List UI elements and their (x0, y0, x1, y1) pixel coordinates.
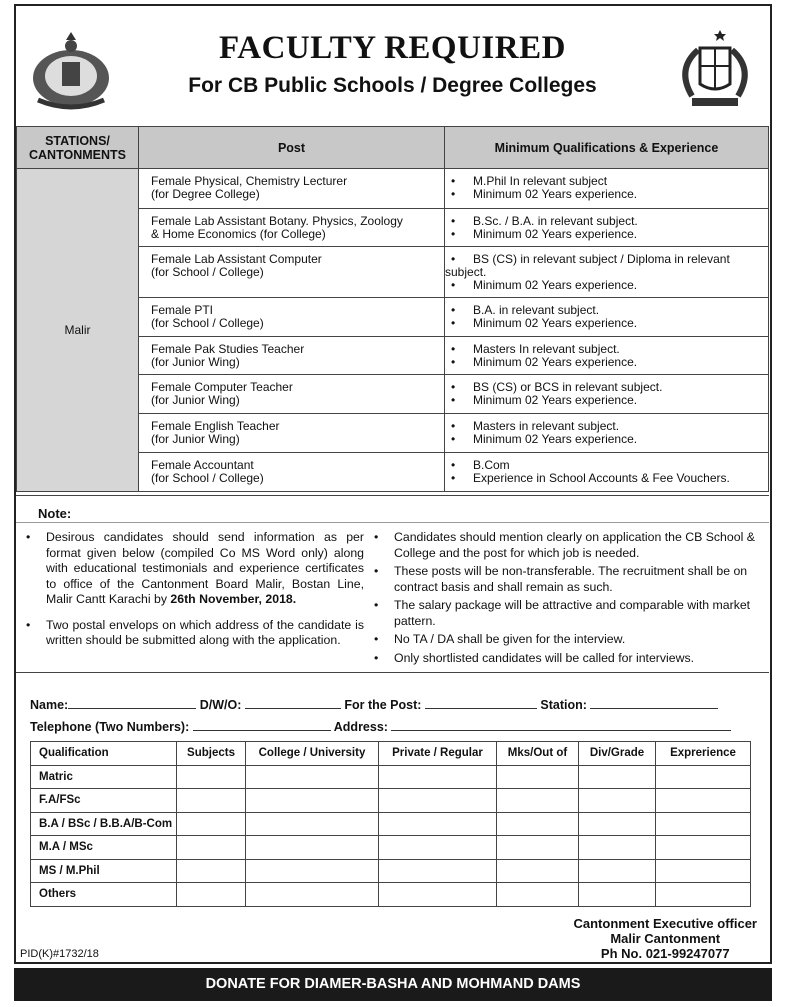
post-cell (139, 375, 445, 414)
jobs-column-header: Post (139, 127, 445, 169)
post-line: Female Computer Teacher (151, 380, 293, 394)
post-line: Female English Teacher (151, 419, 280, 433)
jobs-table (16, 126, 769, 492)
entry-cell[interactable] (579, 859, 656, 883)
entry-cell[interactable] (579, 789, 656, 813)
post-line: (for School / College) (151, 471, 264, 485)
post-cell (139, 414, 445, 453)
telephone-label: Telephone (Two Numbers): (30, 720, 190, 734)
divider (16, 672, 769, 673)
post-line: & Home Economics (for College) (151, 227, 326, 241)
qualification-level: Others (31, 883, 177, 907)
form-row-2 (30, 720, 731, 734)
note-deadline: 26th November, 2018. (170, 592, 297, 606)
post-label: For the Post: (344, 698, 422, 712)
qualification-item: • Minimum 02 Years experience. (445, 228, 768, 241)
entry-cell[interactable] (246, 883, 379, 907)
telephone-field[interactable] (193, 721, 331, 731)
qualification-column-header: Exprerience (656, 742, 751, 766)
entry-cell[interactable] (656, 836, 751, 860)
station-label: Station: (540, 698, 587, 712)
table-row (31, 765, 751, 789)
entry-cell[interactable] (497, 859, 579, 883)
entry-cell[interactable] (579, 812, 656, 836)
dwo-field[interactable] (245, 699, 341, 709)
post-line: Female Accountant (151, 458, 254, 472)
qualification-list (445, 420, 768, 446)
qualification-cell (445, 298, 769, 337)
post-cell (139, 169, 445, 209)
table-row (31, 812, 751, 836)
signatory-title: Cantonment Executive officer (573, 916, 757, 931)
entry-cell[interactable] (656, 765, 751, 789)
entry-cell[interactable] (246, 812, 379, 836)
qualification-cell (445, 247, 769, 298)
post-line: (for Junior Wing) (151, 432, 240, 446)
qualification-item: • B.Sc. / B.A. in relevant subject. (445, 215, 768, 228)
qualification-table (30, 741, 751, 907)
ad-subtitle: For CB Public Schools / Degree Colleges (188, 74, 597, 97)
qualification-item: • Experience in School Accounts & Fee Vouchers. (445, 472, 768, 485)
note-item (24, 530, 364, 608)
address-label: Address: (333, 720, 388, 734)
qualification-item: • BS (CS) or BCS in relevant subject. (445, 381, 768, 394)
qualification-column-header: Div/Grade (579, 742, 656, 766)
entry-cell[interactable] (497, 765, 579, 789)
qualification-column-header: College / University (246, 742, 379, 766)
table-row (31, 883, 751, 907)
note-item: • These posts will be non-transferable. The recruitment shall be on contract basis and shall remain as such. (372, 564, 756, 595)
entry-cell[interactable] (656, 789, 751, 813)
post-cell (139, 298, 445, 337)
qualification-item: • Masters In relevant subject. (445, 343, 768, 356)
post-cell (139, 209, 445, 247)
entry-cell[interactable] (177, 789, 246, 813)
name-label: Name: (30, 698, 69, 712)
note-item: • Candidates should mention clearly on application the CB School & College and the post for which job is needed. (372, 530, 756, 561)
post-line: (for School / College) (151, 316, 264, 330)
signatory-phone: Ph No. 021-99247077 (600, 946, 730, 961)
qualification-item: • Minimum 02 Years experience. (445, 279, 768, 292)
entry-cell[interactable] (379, 836, 497, 860)
qualification-list (445, 175, 768, 201)
entry-cell[interactable] (177, 812, 246, 836)
entry-cell[interactable] (497, 883, 579, 907)
qualification-list (445, 381, 768, 407)
qualification-column-header: Qualification (31, 742, 177, 766)
post-line: Female Pak Studies Teacher (151, 342, 305, 356)
entry-cell[interactable] (246, 765, 379, 789)
post-line: Female Lab Assistant Computer (151, 252, 322, 266)
table-row (31, 836, 751, 860)
entry-cell[interactable] (379, 812, 497, 836)
qualification-item: • Minimum 02 Years experience. (445, 433, 768, 446)
qualification-item: • Minimum 02 Years experience. (445, 188, 768, 201)
qualification-column-header: Mks/Out of (497, 742, 579, 766)
entry-cell[interactable] (379, 883, 497, 907)
post-line: (for Junior Wing) (151, 393, 240, 407)
entry-cell[interactable] (177, 859, 246, 883)
entry-cell[interactable] (246, 836, 379, 860)
entry-cell[interactable] (579, 883, 656, 907)
entry-cell[interactable] (246, 789, 379, 813)
qualification-cell (445, 209, 769, 247)
post-line: Female Physical, Chemistry Lecturer (151, 174, 348, 188)
divider (16, 495, 769, 496)
post-cell (139, 247, 445, 298)
qualification-item: • M.Phil In relevant subject (445, 175, 768, 188)
qualification-column-header: Subjects (177, 742, 246, 766)
footer-banner: DONATE FOR DIAMER-BASHA AND MOHMAND DAMS (14, 968, 772, 1001)
station-field[interactable] (590, 699, 718, 709)
qualification-level: MS / M.Phil (31, 859, 177, 883)
entry-cell[interactable] (656, 883, 751, 907)
entry-cell[interactable] (379, 765, 497, 789)
qualification-item: • Masters in relevant subject. (445, 420, 768, 433)
post-cell (139, 337, 445, 375)
post-line: Female Lab Assistant Botany. Physics, Zoology (151, 214, 403, 228)
entry-cell[interactable] (379, 859, 497, 883)
qualification-list (445, 215, 768, 241)
note-heading: Note: (38, 506, 72, 521)
qualification-item: • Minimum 02 Years experience. (445, 317, 768, 330)
jobs-column-header: Minimum Qualifications & Experience (445, 127, 769, 169)
notes-left (24, 530, 364, 655)
qualification-list (445, 343, 768, 369)
address-field[interactable] (391, 721, 731, 731)
entry-cell[interactable] (497, 812, 579, 836)
table-row (31, 789, 751, 813)
qualification-column-header: Private / Regular (379, 742, 497, 766)
qualification-cell (445, 414, 769, 453)
post-line: (for School / College) (151, 265, 264, 279)
entry-cell[interactable] (497, 789, 579, 813)
entry-cell[interactable] (177, 883, 246, 907)
qualification-item: • Minimum 02 Years experience. (445, 356, 768, 369)
table-row (31, 859, 751, 883)
entry-cell[interactable] (656, 859, 751, 883)
entry-cell[interactable] (246, 859, 379, 883)
note-item: • Only shortlisted candidates will be called for interviews. (372, 651, 756, 667)
post-line: Female PTI (151, 303, 214, 317)
pid-number: PID(K)#1732/18 (20, 948, 99, 960)
qualification-level: F.A/FSc (31, 789, 177, 813)
qualification-cell (445, 169, 769, 209)
qualification-item: • Minimum 02 Years experience. (445, 394, 768, 407)
qualification-cell (445, 453, 769, 492)
ad-title: FACULTY REQUIRED (219, 30, 566, 66)
notes-right (372, 530, 756, 669)
qualification-list (445, 304, 768, 330)
qualification-level: M.A / MSc (31, 836, 177, 860)
entry-cell[interactable] (579, 765, 656, 789)
qualification-level: Matric (31, 765, 177, 789)
signatory-office: Malir Cantonment (610, 931, 721, 946)
note-item: • The salary package will be attractive and comparable with market pattern. (372, 598, 756, 629)
form-row-1 (30, 698, 752, 712)
entry-cell[interactable] (177, 765, 246, 789)
post-cell (139, 453, 445, 492)
name-field[interactable] (68, 699, 196, 709)
note-item: • No TA / DA shall be given for the interview. (372, 632, 756, 648)
post-field[interactable] (425, 699, 537, 709)
jobs-column-header: STATIONS/ CANTONMENTS (17, 127, 139, 169)
post-line: (for Junior Wing) (151, 355, 240, 369)
qualification-item: • B.A. in relevant subject. (445, 304, 768, 317)
qualification-cell (445, 375, 769, 414)
qualification-list (445, 459, 768, 485)
entry-cell[interactable] (497, 836, 579, 860)
station-cell: Malir (17, 169, 139, 492)
qualification-item: • B.Com (445, 459, 768, 472)
table-row (17, 169, 769, 209)
entry-cell[interactable] (656, 812, 751, 836)
note-text: Two postal envelops on which address of the candidate is written should be submitted along with the application. (46, 617, 364, 647)
signature-block (574, 916, 758, 961)
qualification-level: B.A / BSc / B.B.A/B-Com (31, 812, 177, 836)
divider (16, 522, 769, 523)
post-line: (for Degree College) (151, 187, 260, 201)
note-item (24, 618, 364, 649)
entry-cell[interactable] (177, 836, 246, 860)
qualification-item: • BS (CS) in relevant subject / Diploma in relevant subject. (445, 253, 768, 279)
qualification-list (445, 253, 768, 292)
qualification-cell (445, 337, 769, 375)
note-text: Desirous candidates should send information as per format given below (compiled Co MS Word only) along with educational testimonials and experience certificates to office of the Cantonment Board Malir, Bostan Line, Malir Cantt Karachi by (46, 530, 364, 606)
dwo-label: D/W/O: (199, 698, 242, 712)
entry-cell[interactable] (579, 836, 656, 860)
entry-cell[interactable] (379, 789, 497, 813)
